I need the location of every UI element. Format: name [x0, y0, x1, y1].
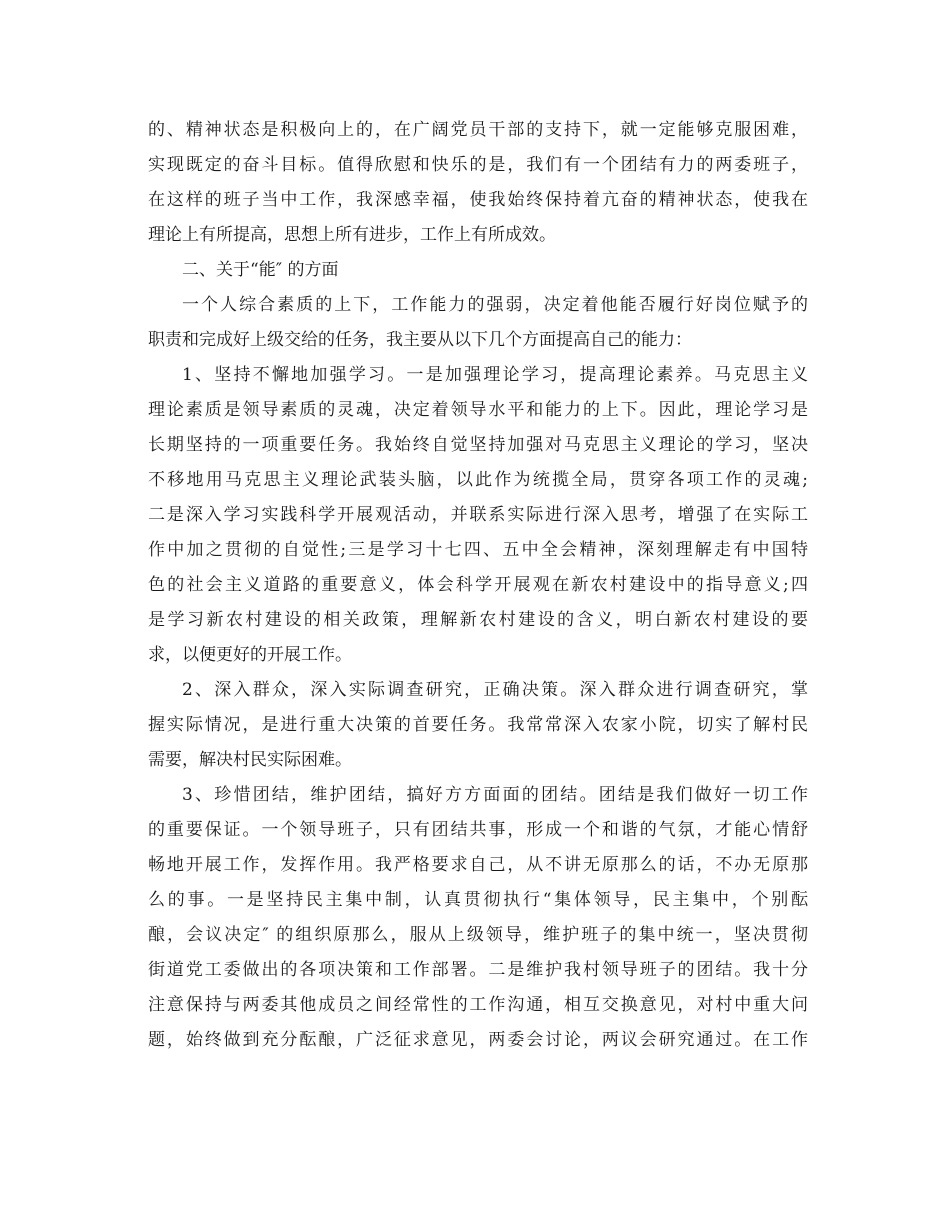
- paragraph-line: 2、深入群众，深入实际调查研究，正确决策。深入群众进行调查研究，掌: [182, 680, 808, 700]
- paragraph: [148, 673, 808, 778]
- paragraph-line: 3、珍惜团结，维护团结，搞好方方面面的团结。团结是我们做好一切工作: [182, 785, 808, 805]
- paragraph: [148, 288, 808, 358]
- paragraph-line: 么的事。一是坚持民主集中制，认真贯彻执行“集体领导，民主集中，个别酝: [148, 890, 808, 910]
- paragraph-line: 题，始终做到充分酝酿，广泛征求意见，两委会讨论，两议会研究通过。在工作: [148, 1030, 808, 1050]
- paragraph-line: 注意保持与两委其他成员之间经常性的工作沟通，相互交换意见，对村中重大问: [148, 995, 808, 1015]
- paragraph-line: 二是深入学习实践科学开展观活动，并联系实际进行深入思考，增强了在实际工: [148, 505, 808, 525]
- paragraph-line: 长期坚持的一项重要任务。我始终自觉坚持加强对马克思主义理论的学习，坚决: [148, 435, 808, 455]
- paragraph-line: 畅地开展工作，发挥作用。我严格要求自己，从不讲无原那么的话，不办无原那: [148, 855, 808, 875]
- paragraph-line: 理论素质是领导素质的灵魂，决定着领导水平和能力的上下。因此，理论学习是: [148, 400, 808, 420]
- paragraph-line: 职责和完成好上级交给的任务，我主要从以下几个方面提高自己的能力：: [148, 330, 692, 350]
- paragraph-line: 作中加之贯彻的自觉性;三是学习十七四、五中全会精神，深刻理解走有中国特: [148, 540, 808, 560]
- paragraph-line: 在这样的班子当中工作，我深感幸福，使我始终保持着亢奋的精神状态，使我在: [148, 190, 808, 210]
- paragraph-line: 色的社会主义道路的重要意义，体会科学开展观在新农村建设中的指导意义;四: [148, 575, 808, 595]
- paragraph: [148, 253, 808, 288]
- paragraph-line: 街道党工委做出的各项决策和工作部署。二是维护我村领导班子的团结。我十分: [148, 960, 808, 980]
- paragraph-line: 酿，会议决定″ 的组织原那么，服从上级领导，维护班子的集中统一，坚决贯彻: [148, 925, 808, 945]
- paragraph-line: 一个人综合素质的上下，工作能力的强弱，决定着他能否履行好岗位赋予的: [182, 295, 808, 315]
- paragraph-line: 的、精神状态是积极向上的，在广阔党员干部的支持下，就一定能够克服困难，: [148, 120, 808, 140]
- paragraph-line: 二、关于“能″ 的方面: [182, 260, 339, 280]
- paragraph-line: 是学习新农村建设的相关政策，理解新农村建设的含义，明白新农村建设的要: [148, 610, 808, 630]
- document-body: [148, 113, 808, 1058]
- paragraph: [148, 778, 808, 1058]
- paragraph-line: 实现既定的奋斗目标。值得欣慰和快乐的是，我们有一个团结有力的两委班子，: [148, 155, 808, 175]
- paragraph: [148, 113, 808, 253]
- paragraph-line: 不移地用马克思主义理论武装头脑，以此作为统揽全局，贯穿各项工作的灵魂;: [148, 470, 808, 490]
- paragraph-line: 握实际情况，是进行重大决策的首要任务。我常常深入农家小院，切实了解村民: [148, 715, 808, 735]
- paragraph-line: 理论上有所提高，思想上所有进步，工作上有所成效。: [148, 225, 556, 245]
- paragraph-line: 1、坚持不懈地加强学习。一是加强理论学习，提高理论素养。马克思主义: [182, 365, 808, 385]
- paragraph-line: 求，以便更好的开展工作。: [148, 645, 352, 665]
- paragraph-line: 需要，解决村民实际困难。: [148, 750, 352, 770]
- paragraph: [148, 358, 808, 673]
- paragraph-line: 的重要保证。一个领导班子，只有团结共事，形成一个和谐的气氛，才能心情舒: [148, 820, 808, 840]
